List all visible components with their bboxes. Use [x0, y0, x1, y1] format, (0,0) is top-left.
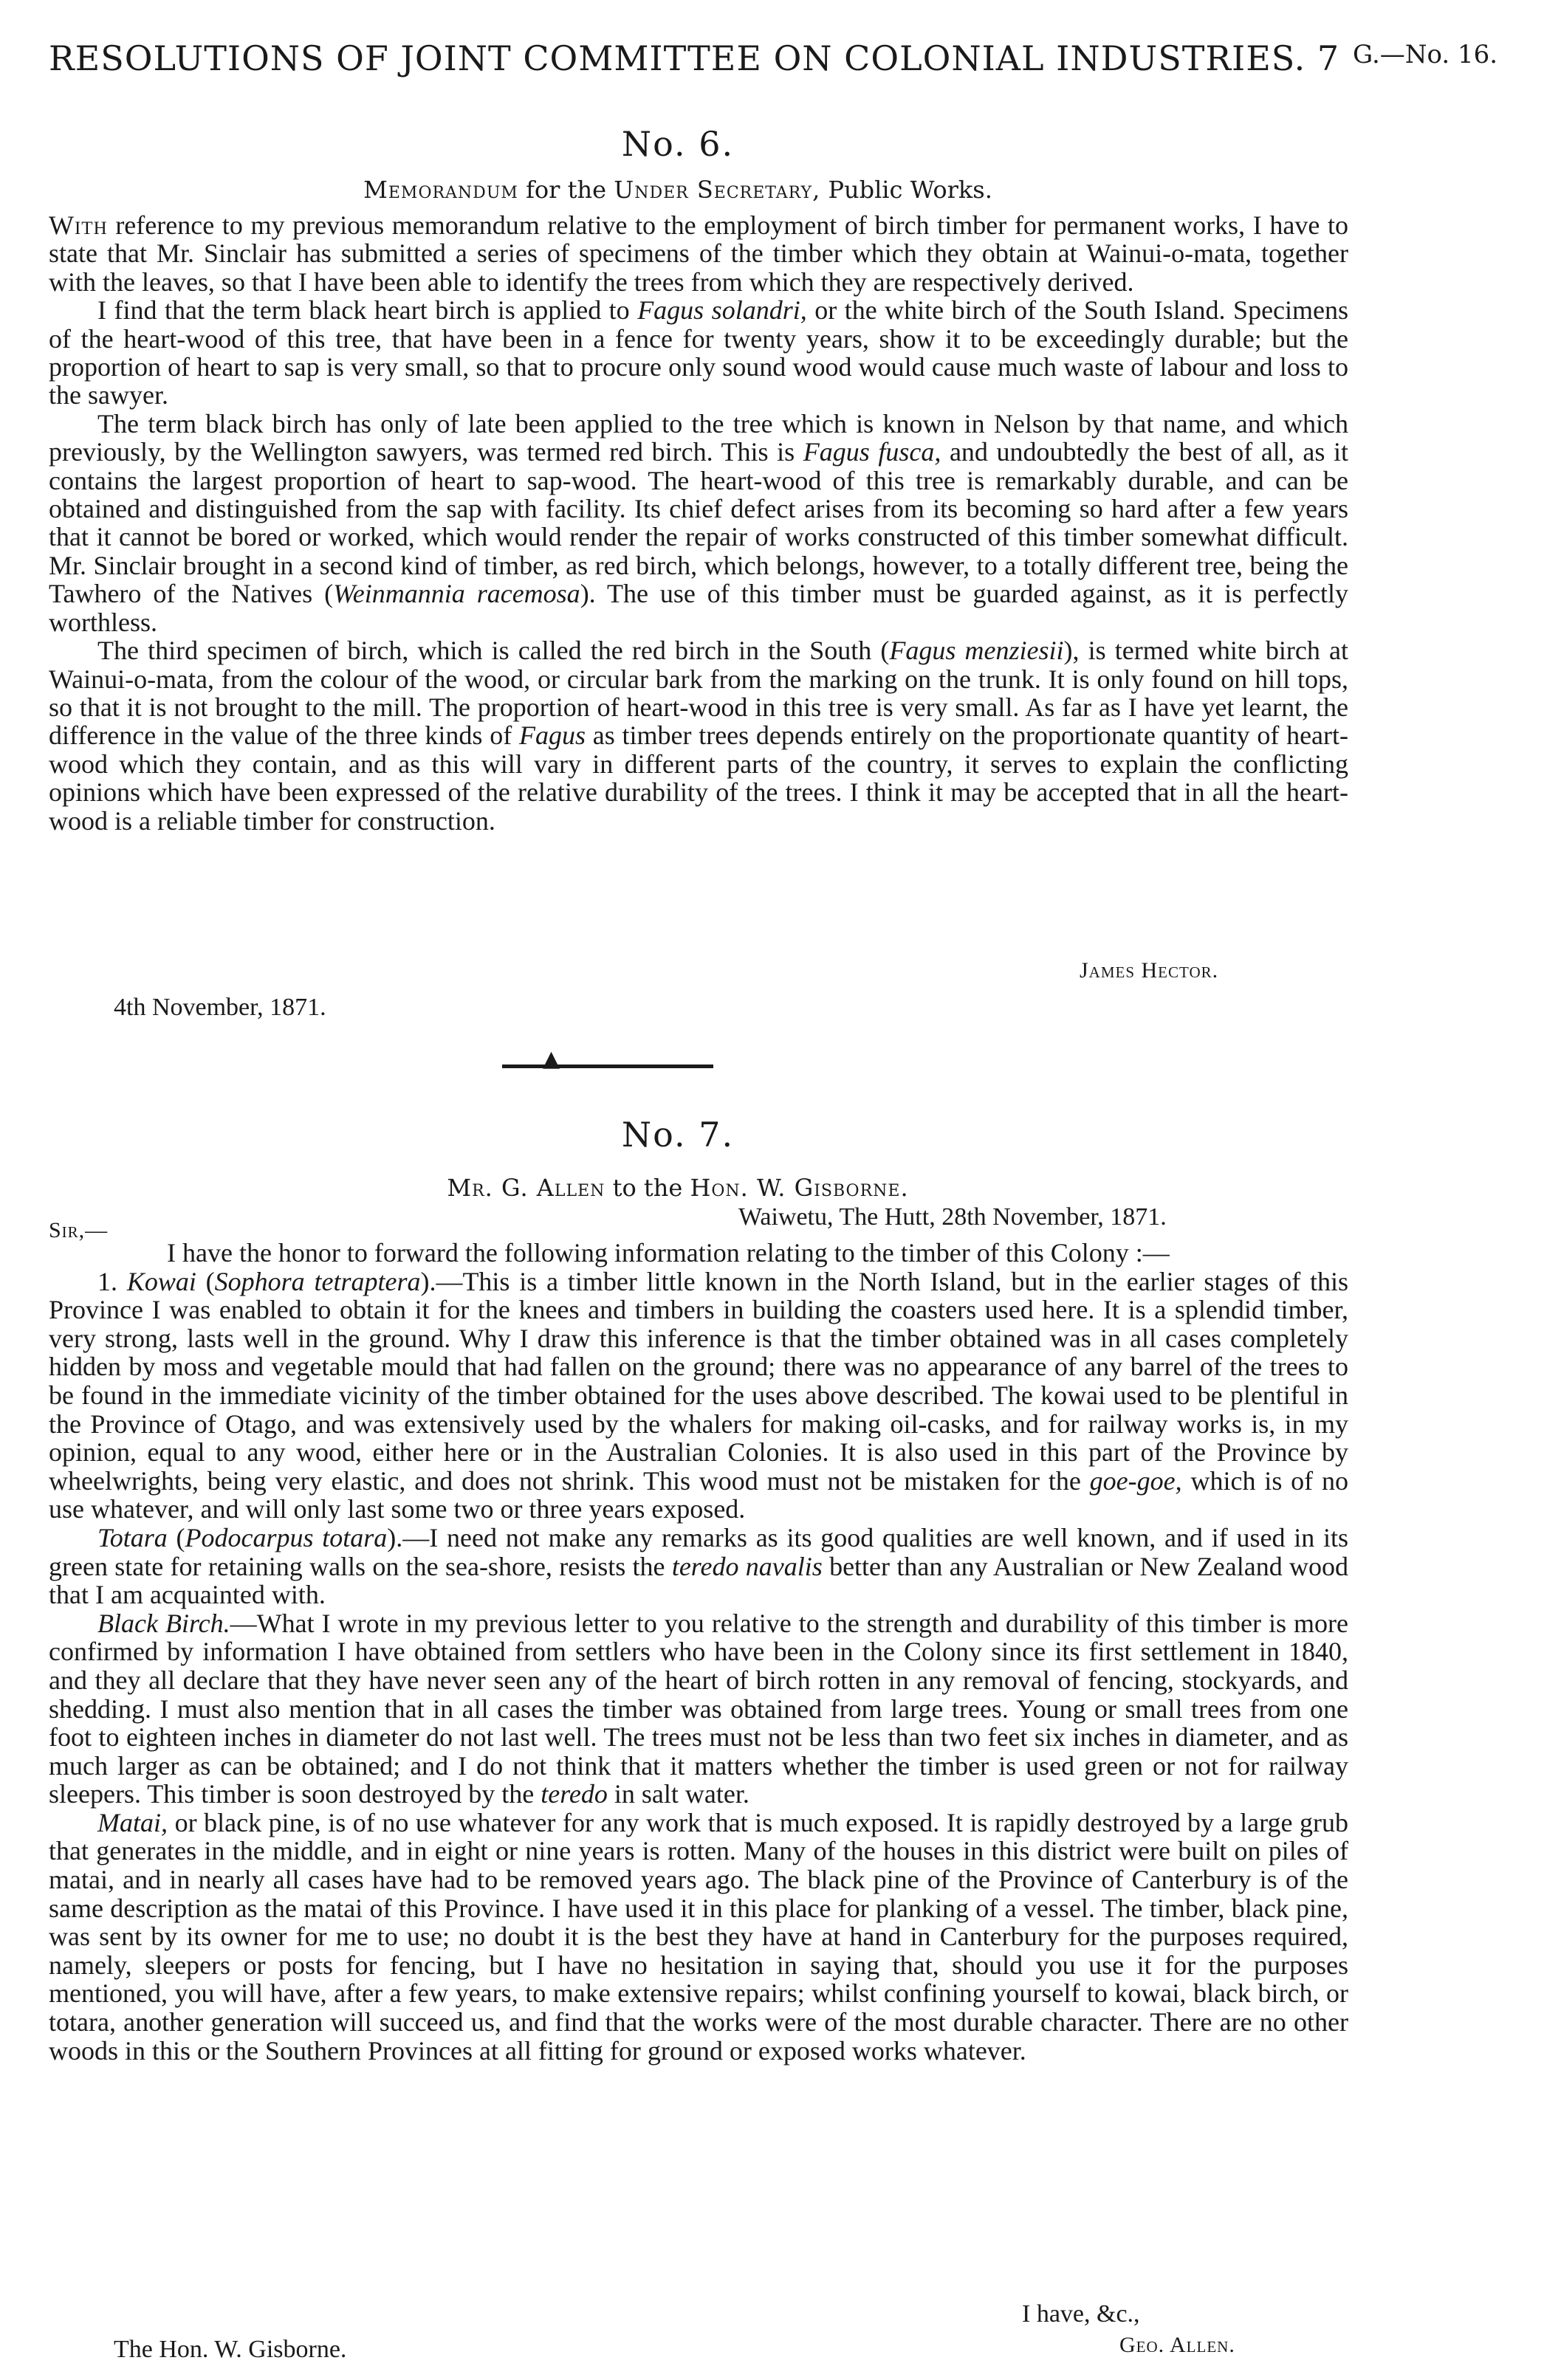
- doc6-heading-for: for the: [526, 176, 607, 204]
- doc7-kowai-paragraph: [49, 1268, 1348, 1524]
- doc7-recipient: Hon. W. Gisborne.: [690, 1174, 909, 1202]
- doc6-lead-word: With: [49, 210, 108, 240]
- doc7-totara-open: (: [176, 1522, 185, 1552]
- doc6-p2-a: I find that the term black heart birch is applied to: [97, 295, 630, 326]
- doc6-signature: James Hector.: [1080, 958, 1219, 983]
- doc7-totara-name: Totara: [97, 1522, 168, 1552]
- doc6-p3-b: and undoubtedly the best of all, as it contains the largest proportion of heart to sap-wood. The heart-wood of this tree is remarkably durable, and can be obtained and distinguished from the sap with facility. Its chief defect arises from its becoming so hard after a few years that it cannot be bored or worked, which would render the repair of works constructed of this timber somewhat difficult. Mr. Sinclair brought in a second kind of timber, as red birch, which belongs, however, to a totally different tree, being the Tawhero of the Natives (: [49, 437, 1348, 609]
- doc6-p4-b: ), is termed white birch at Wainui-o-mata, from the colour of the wood, or circular bark from the marking on the trunk. It is only found on hill tops, so that it is not brought to the mill. The proportion of heart-wood in this tree is very small. As far as I have yet learnt, the difference in the value of the three kinds of: [49, 636, 1348, 751]
- doc6-p1-text: reference to my previous memorandum relative to the employment of birch timber for permanent works, I have to state that Mr. Sinclair has submitted a series of specimens of the timber which they obtain at Wainui-o-mata, together with the leaves, so that I have been able to identify the trees from which they are respectively derived.: [49, 210, 1349, 297]
- doc6-p4-c: as timber trees depends entirely on the proportionate quantity of heart-wood which they contain, and as this will vary in different parts of the country, it serves to explain the conflicting opinions which have been expressed of the relative durability of the trees. I think it may be accepted that in all the heart-wood is a reliable timber for construction.: [49, 720, 1348, 836]
- doc6-date: 4th November, 1871.: [114, 994, 326, 1021]
- doc7-birch-paragraph: [49, 1609, 1348, 1809]
- doc6-p4-genus: Fagus: [518, 720, 586, 751]
- doc7-addressee: The Hon. W. Gisborne.: [114, 2336, 347, 2363]
- doc6-heading: [0, 176, 1356, 204]
- doc6-heading-dept: Public Works.: [828, 176, 992, 204]
- doc6-heading-official: Under Secretary,: [614, 176, 821, 204]
- doc7-totara-paragraph: [49, 1524, 1348, 1609]
- doc6-paragraph-1: [49, 211, 1348, 296]
- divider-ornament: ▲: [543, 1046, 560, 1072]
- doc7-kowai-open: (: [205, 1266, 215, 1296]
- doc6-paragraph-4: [49, 636, 1348, 835]
- running-title: RESOLUTIONS OF JOINT COMMITTEE ON COLONIAL INDUSTRIES. 7: [49, 38, 1340, 78]
- doc7-birch-teredo: teredo: [541, 1779, 608, 1809]
- doc6-p4-a: The third specimen of birch, which is called the red birch in the South (: [97, 636, 890, 666]
- doc7-signature: Geo. Allen.: [1119, 2333, 1235, 2357]
- doc6-p4-species: Fagus menziesii: [889, 636, 1064, 666]
- doc7-birch-b: in salt water.: [614, 1779, 749, 1809]
- page-reference: G.—No. 16.: [1353, 40, 1498, 69]
- doc7-matai-paragraph: [49, 1809, 1348, 2065]
- doc7-to-word: to the: [612, 1174, 683, 1202]
- section-divider: [502, 1065, 713, 1068]
- doc6-p3-species-2: Weinmannia racemosa: [333, 579, 580, 609]
- doc6-p3-species: Fagus fusca,: [803, 437, 941, 467]
- doc6-p2-b: or the white birch of the South Island. Specimens of the heart-wood of this tree, that have been in a fence for twenty years, show it to be exceedingly durable; but the proportion of heart to sap is very small, so that to procure only sound wood would cause much waste of labour and loss to the sawyer.: [49, 295, 1349, 410]
- doc7-totara-b: better than any Australian or New Zealand wood that I am acquainted with.: [49, 1551, 1349, 1610]
- doc6-body: [49, 211, 1348, 835]
- doc7-intro: I have the honor to forward the following information relating to the timber of this Colony :—: [167, 1238, 1170, 1268]
- doc6-p3-c: ). The use of this timber must be guarded against, as it is perfectly worthless.: [49, 579, 1348, 637]
- doc6-paragraph-2: [49, 296, 1348, 410]
- doc7-from: Mr. G. Allen: [447, 1174, 605, 1202]
- doc6-p3-a: The term black birch has only of late been applied to the tree which is known in Nelson by that name, and which previously, by the Wellington sawyers, was termed red birch. This is: [49, 408, 1348, 467]
- doc7-salutation: Sir,—: [49, 1218, 109, 1242]
- doc6-heading-memo: Memorandum: [363, 176, 518, 204]
- doc7-kowai-species: Sophora tetraptera: [214, 1266, 421, 1296]
- doc7-totara-teredo: teredo navalis: [671, 1551, 823, 1581]
- doc7-closing: I have, &c.,: [1022, 2300, 1140, 2328]
- doc7-kowai-a: ).—This is a timber little known in the North Island, but in the earlier stages of this Province I was enabled to obtain it for the knees and timbers in building the coasters used here. It is a splendid timber, very strong, lasts well in the ground. Why I draw this inference is that the timber obtained was in all cases completely hidden by moss and vegetable mould that had fallen on the ground; there was no appearance of any barrel of the trees to be found in the immediate vicinity of the timber obtained for the uses above described. The kowai used to be plentiful in the Province of Otago, and was extensively used by the whalers for making oil-casks, and for railway works is, in my opinion, equal to any wood, either here or in the Australian Colonies. It is also used in this part of the Province by wheelwrights, being very elastic, and does not shrink. This wood must not be mistaken for the: [49, 1266, 1349, 1496]
- doc7-matai-a: or black pine, is of no use whatever for any work that is much exposed. It is rapidly destroyed by a large grub that generates in the middle, and in eight or nine years is rotten. Many of the houses in this district were built on piles of matai, and in nearly all cases have had to be removed years ago. The black pine of the Province of Canterbury is of the same description as the matai of this Province. I have used it in this place for planking of a vessel. The timber, black pine, was sent by its owner for me to use; no doubt it is the best they have at hand in Canterbury for the purposes required, namely, sleepers or posts for fencing, but I have no hesitation in saying that, should you use it for the purposes mentioned, you will have, after a few years, to make extensive repairs; whilst confining yourself to kowai, black birch, or totara, another generation will succeed us, and find that the works were of the most durable character. There are no other woods in this or the Southern Provinces at all fitting for ground or exposed works whatever.: [49, 1807, 1349, 2066]
- doc7-matai-name: Matai,: [97, 1807, 168, 1837]
- doc6-p2-species: Fagus solandri,: [637, 295, 807, 326]
- doc7-address: Waiwetu, The Hutt, 28th November, 1871.: [738, 1203, 1167, 1231]
- doc7-totara-species: Podocarpus totara: [185, 1522, 388, 1552]
- doc6-paragraph-3: [49, 410, 1348, 636]
- doc7-body: [49, 1239, 1348, 2065]
- doc7-birch-a: —What I wrote in my previous letter to you relative to the strength and durability of this timber is more confirmed by information I have obtained from settlers who have been in the Colony since its first settlement in 1840, and they all declare that they have never seen any of the heart of birch rotten in any removal of fencing, stockyards, and shedding. I must also mention that in all cases the timber was obtained from large trees. Young or small trees from one foot to eighteen inches in diameter do not last well. The trees must not be less than two feet six inches in diameter, and as much larger as can be obtained; and I do not think that it matters whether the timber is used green or not for railway sleepers. This timber is soon destroyed by the: [49, 1608, 1349, 1809]
- doc7-kowai-goegoe: goe-goe,: [1089, 1465, 1182, 1496]
- doc7-kowai-number: 1.: [97, 1266, 117, 1296]
- doc7-birch-name: Black Birch.: [97, 1608, 230, 1638]
- doc6-number: No. 6.: [621, 124, 735, 164]
- doc7-heading: [0, 1174, 1356, 1202]
- doc7-kowai-name: Kowai: [126, 1266, 196, 1296]
- doc7-totara-a: ).—I need not make any remarks as its good qualities are well known, and if used in its green state for retaining walls on the sea-shore, resists the: [49, 1522, 1348, 1581]
- doc7-kowai-b: which is of no use whatever, and will only last some two or three years exposed.: [49, 1465, 1349, 1524]
- doc7-number: No. 7.: [621, 1115, 735, 1155]
